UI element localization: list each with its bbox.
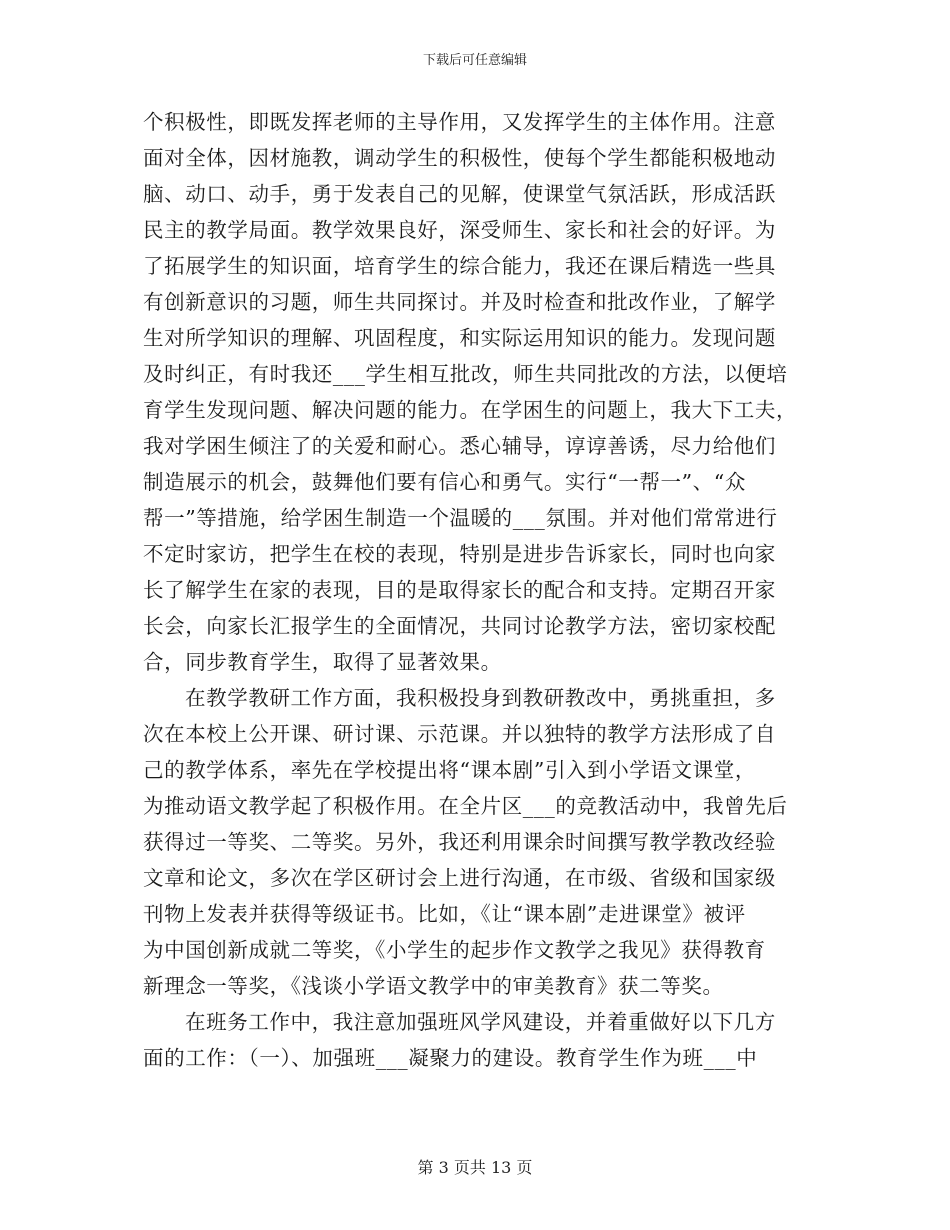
text-line: 有创新意识的习题，师生共同探讨。并及时检查和批改作业，了解学 (143, 290, 776, 314)
text-line: 不定时家访，把学生在校的表现，特别是进步告诉家长，同时也向家 (143, 542, 776, 566)
text-line: 长会，向家长汇报学生的全面情况，共同讨论教学方法，密切家校配 (143, 614, 776, 638)
paragraph (143, 1004, 803, 1076)
text-line: 新理念一等奖，《浅谈小学语文教学中的审美教育》获二等奖。 (143, 974, 724, 998)
page-number: 第 3 页共 13 页 (417, 1158, 533, 1177)
page-header: 下载后可任意编辑 (422, 53, 527, 68)
text-line: 制造展示的机会，鼓舞他们要有信心和勇气。实行“一帮一”、“众 (143, 470, 746, 494)
paragraph (143, 680, 803, 1004)
text-line: 及时纠正，有时我还___学生相互批改，师生共同批改的方法，以便培 (143, 362, 788, 386)
paragraph (143, 104, 803, 680)
text-line: 获得过一等奖、二等奖。另外，我还利用课余时间撰写教学教改经验 (143, 830, 776, 854)
text-line: 合，同步教育学生，取得了显著效果。 (143, 650, 502, 674)
text-line: 刊物上发表并获得等级证书。比如，《让“课本剧”走进课堂》被评 (143, 902, 746, 926)
document-body (143, 104, 803, 1076)
text-line: 次在本校上公开课、研讨课、示范课。并以独特的教学方法形成了自 (143, 722, 776, 746)
text-line: 生对所学知识的理解、巩固程度，和实际运用知识的能力。发现问题 (143, 326, 776, 350)
text-line: 帮一”等措施，给学困生制造一个温暖的___氛围。并对他们常常进行 (143, 506, 778, 530)
text-line: 为推动语文教学起了积极作用。在全片区___的竞教活动中，我曾先后 (143, 794, 788, 818)
text-line: 了拓展学生的知识面，培育学生的综合能力，我还在课后精选一些具 (143, 254, 776, 278)
text-line: 在教学教研工作方面，我积极投身到教研教改中，勇挑重担，多 (185, 686, 776, 710)
text-line: 己的教学体系，率先在学校提出将“课本剧”引入到小学语文课堂， (143, 758, 756, 782)
text-line: 在班务工作中，我注意加强班风学风建设，并着重做好以下几方 (185, 1010, 776, 1034)
text-line: 为中国创新成就二等奖，《小学生的起步作文教学之我见》获得教育 (143, 938, 766, 962)
text-line: 面对全体，因材施教，调动学生的积极性，使每个学生都能积极地动 (143, 146, 776, 170)
text-line: 民主的教学局面。教学效果良好，深受师生、家长和社会的好评。为 (143, 218, 776, 242)
text-line: 长了解学生在家的表现，目的是取得家长的配合和支持。定期召开家 (143, 578, 776, 602)
text-line: 脑、动口、动手，勇于发表自己的见解，使课堂气氛活跃，形成活跃 (143, 182, 776, 206)
text-line: 我对学困生倾注了的关爱和耐心。悉心辅导，谆谆善诱，尽力给他们 (143, 434, 776, 458)
text-line: 育学生发现问题、解决问题的能力。在学困生的问题上，我大下工夫， (143, 398, 798, 422)
text-line: 文章和论文，多次在学区研讨会上进行沟通，在市级、省级和国家级 (143, 866, 776, 890)
text-line: 面的工作：（一）、加强班___凝聚力的建设。教育学生作为班___中 (143, 1046, 758, 1070)
text-line: 个积极性，即既发挥老师的主导作用，又发挥学生的主体作用。注意 (143, 110, 776, 134)
